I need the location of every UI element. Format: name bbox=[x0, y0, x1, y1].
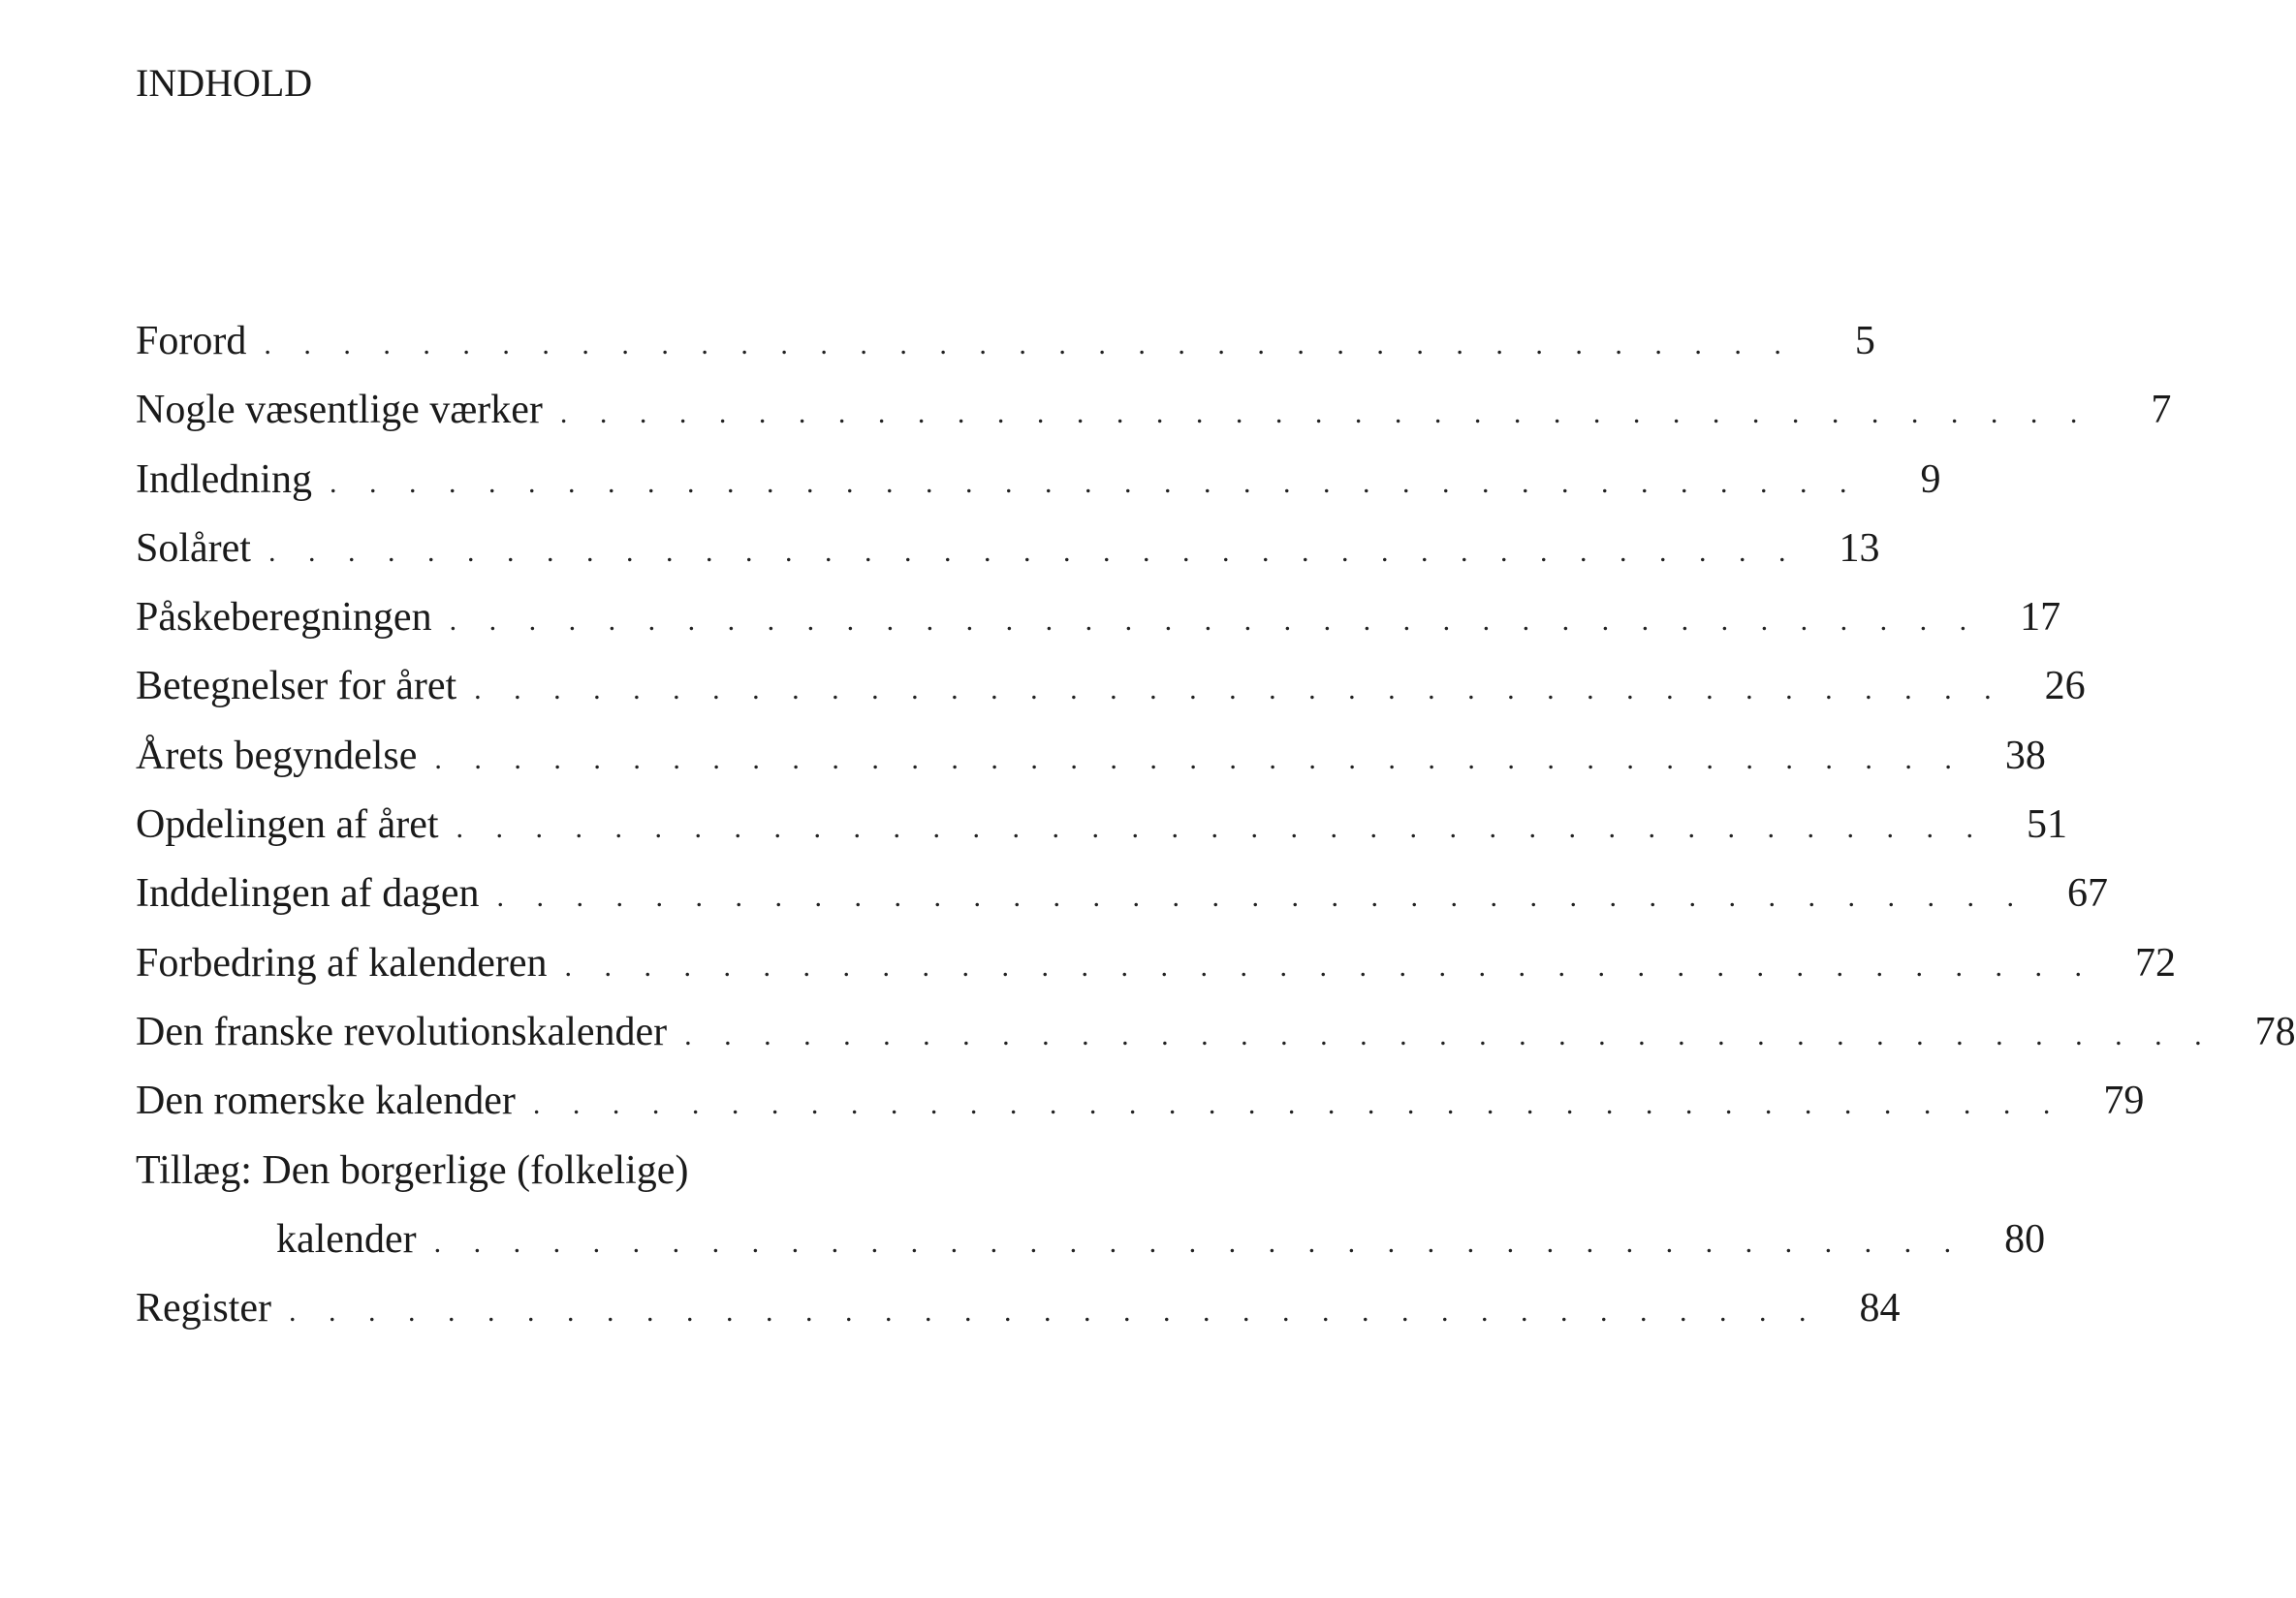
toc-entry-paskeberegningen bbox=[136, 594, 2061, 663]
toc-entry-romerske-kalender bbox=[136, 1078, 2145, 1146]
page-heading: INDHOLD bbox=[136, 61, 313, 105]
toc-entry-page: 9 bbox=[1920, 456, 1941, 502]
toc-entry-title: Nogle væsentlige værker bbox=[136, 388, 543, 433]
toc-entry-page: 5 bbox=[1854, 319, 1875, 363]
toc-leader-dots: . . . . . . . . . . . . . . . . . . . . . . . . . . . . . . . . . . . . . . . bbox=[433, 1226, 1965, 1259]
toc-entry-solaret bbox=[136, 525, 1880, 594]
toc-entry-title: Påskeberegningen bbox=[136, 595, 432, 641]
toc-entry-forbedring bbox=[136, 940, 2176, 1009]
toc-leader-dots: . . . . . . . . . . . . . . . . . . . . . . . . . . . . . . . . . . . . . . . bbox=[559, 397, 2091, 430]
toc-entry-indledning bbox=[136, 456, 1941, 525]
toc-entry-page: 17 bbox=[2020, 595, 2061, 641]
toc-entry-page: 13 bbox=[1839, 525, 1880, 571]
table-of-contents bbox=[136, 318, 2296, 1354]
toc-entry-page: 72 bbox=[2135, 940, 2176, 986]
toc-leader-dots: . . . . . . . . . . . . . . . . . . . . . . . . . . . . . . . . . . . . . . . bbox=[496, 881, 2028, 914]
toc-entry-revolutionskalender bbox=[136, 1009, 2296, 1078]
toc-leader-dots: . . . . . . . . . . . . . . . . . . . . . . . . . . . . . . . . . . . . . . . bbox=[684, 1018, 2215, 1051]
toc-leader-dots: . . . . . . . . . . . . . . . . . . . . . . . . . . . . . . . . . . . . . . . bbox=[264, 329, 1794, 360]
toc-leader-dots: . . . . . . . . . . . . . . . . . . . . . . . . . . . . . . . . . . . . . . . bbox=[267, 535, 1799, 568]
toc-entry-tillaeg bbox=[136, 1147, 919, 1216]
toc-entry-title: Register bbox=[136, 1286, 271, 1332]
toc-leader-dots: . . . . . . . . . . . . . . . . . . . . . . . . . . . . . . . . . . . . . . . bbox=[449, 605, 1980, 638]
toc-entry-title: Betegnelser for året bbox=[136, 664, 457, 709]
toc-entry-tillaeg-continuation bbox=[136, 1216, 2046, 1285]
toc-entry-title: Forord bbox=[136, 319, 247, 363]
toc-entry-betegnelser bbox=[136, 663, 2086, 732]
toc-entry-title-continuation: kalender bbox=[276, 1216, 417, 1262]
toc-leader-dots: . . . . . . . . . . . . . . . . . . . . . . . . . . . . . . . . . . . . . . . bbox=[456, 812, 1987, 845]
toc-entry-page: 79 bbox=[2103, 1079, 2145, 1124]
toc-entry-title: Indledning bbox=[136, 456, 312, 502]
toc-leader-dots: . . . . . . . . . . . . . . . . . . . . . . . . . . . . . . . . . . . . . . . bbox=[288, 1296, 1819, 1329]
toc-entry-vaesentlige-vaerker bbox=[136, 387, 2172, 455]
toc-entry-page: 84 bbox=[1859, 1286, 1901, 1332]
toc-entry-page: 7 bbox=[2151, 388, 2172, 433]
toc-leader-dots: . . . . . . . . . . . . . . . . . . . . . . . . . . . . . . . . . . . . . . . bbox=[329, 466, 1860, 499]
toc-leader-dots: . . . . . . . . . . . . . . . . . . . . . . . . . . . . . . . . . . . . . . . bbox=[532, 1088, 2063, 1121]
toc-entry-page: 67 bbox=[2067, 871, 2109, 917]
toc-entry-page: 38 bbox=[2004, 733, 2046, 778]
toc-entry-title: Forbedring af kalenderen bbox=[136, 940, 548, 986]
toc-entry-arets-begyndelse bbox=[136, 733, 2046, 801]
toc-leader-dots: . . . . . . . . . . . . . . . . . . . . . . . . . . . . . . . . . . . . . . . bbox=[434, 742, 1965, 775]
toc-entry-title: Den franske revolutionskalender bbox=[136, 1009, 668, 1054]
toc-entry-page: 51 bbox=[2027, 802, 2068, 848]
toc-entry-title: Solåret bbox=[136, 525, 251, 571]
toc-entry-inddelingen bbox=[136, 870, 2109, 939]
toc-entry-opdelingen bbox=[136, 801, 2068, 870]
toc-leader-dots: . . . . . . . . . . . . . . . . . . . . . . . . . . . . . . . . . . . . . . . bbox=[474, 674, 2004, 706]
toc-leader-dots: . . . . . . . . . . . . . . . . . . . . . . . . . . . . . . . . . . . . . . . bbox=[564, 950, 2094, 983]
toc-entry-page: 26 bbox=[2044, 664, 2086, 709]
toc-entry-title: Den romerske kalender bbox=[136, 1079, 516, 1124]
toc-entry-title: Årets begyndelse bbox=[136, 733, 418, 778]
toc-entry-page: 80 bbox=[2004, 1216, 2046, 1262]
toc-entry-register bbox=[136, 1285, 1901, 1354]
toc-entry-title: Tillæg: Den borgerlige (folkelige) bbox=[136, 1147, 689, 1193]
toc-entry-title: Inddelingen af dagen bbox=[136, 871, 480, 917]
toc-entry-title: Opdelingen af året bbox=[136, 802, 439, 848]
toc-entry-forord bbox=[136, 318, 1875, 387]
toc-entry-page: 78 bbox=[2254, 1009, 2296, 1054]
